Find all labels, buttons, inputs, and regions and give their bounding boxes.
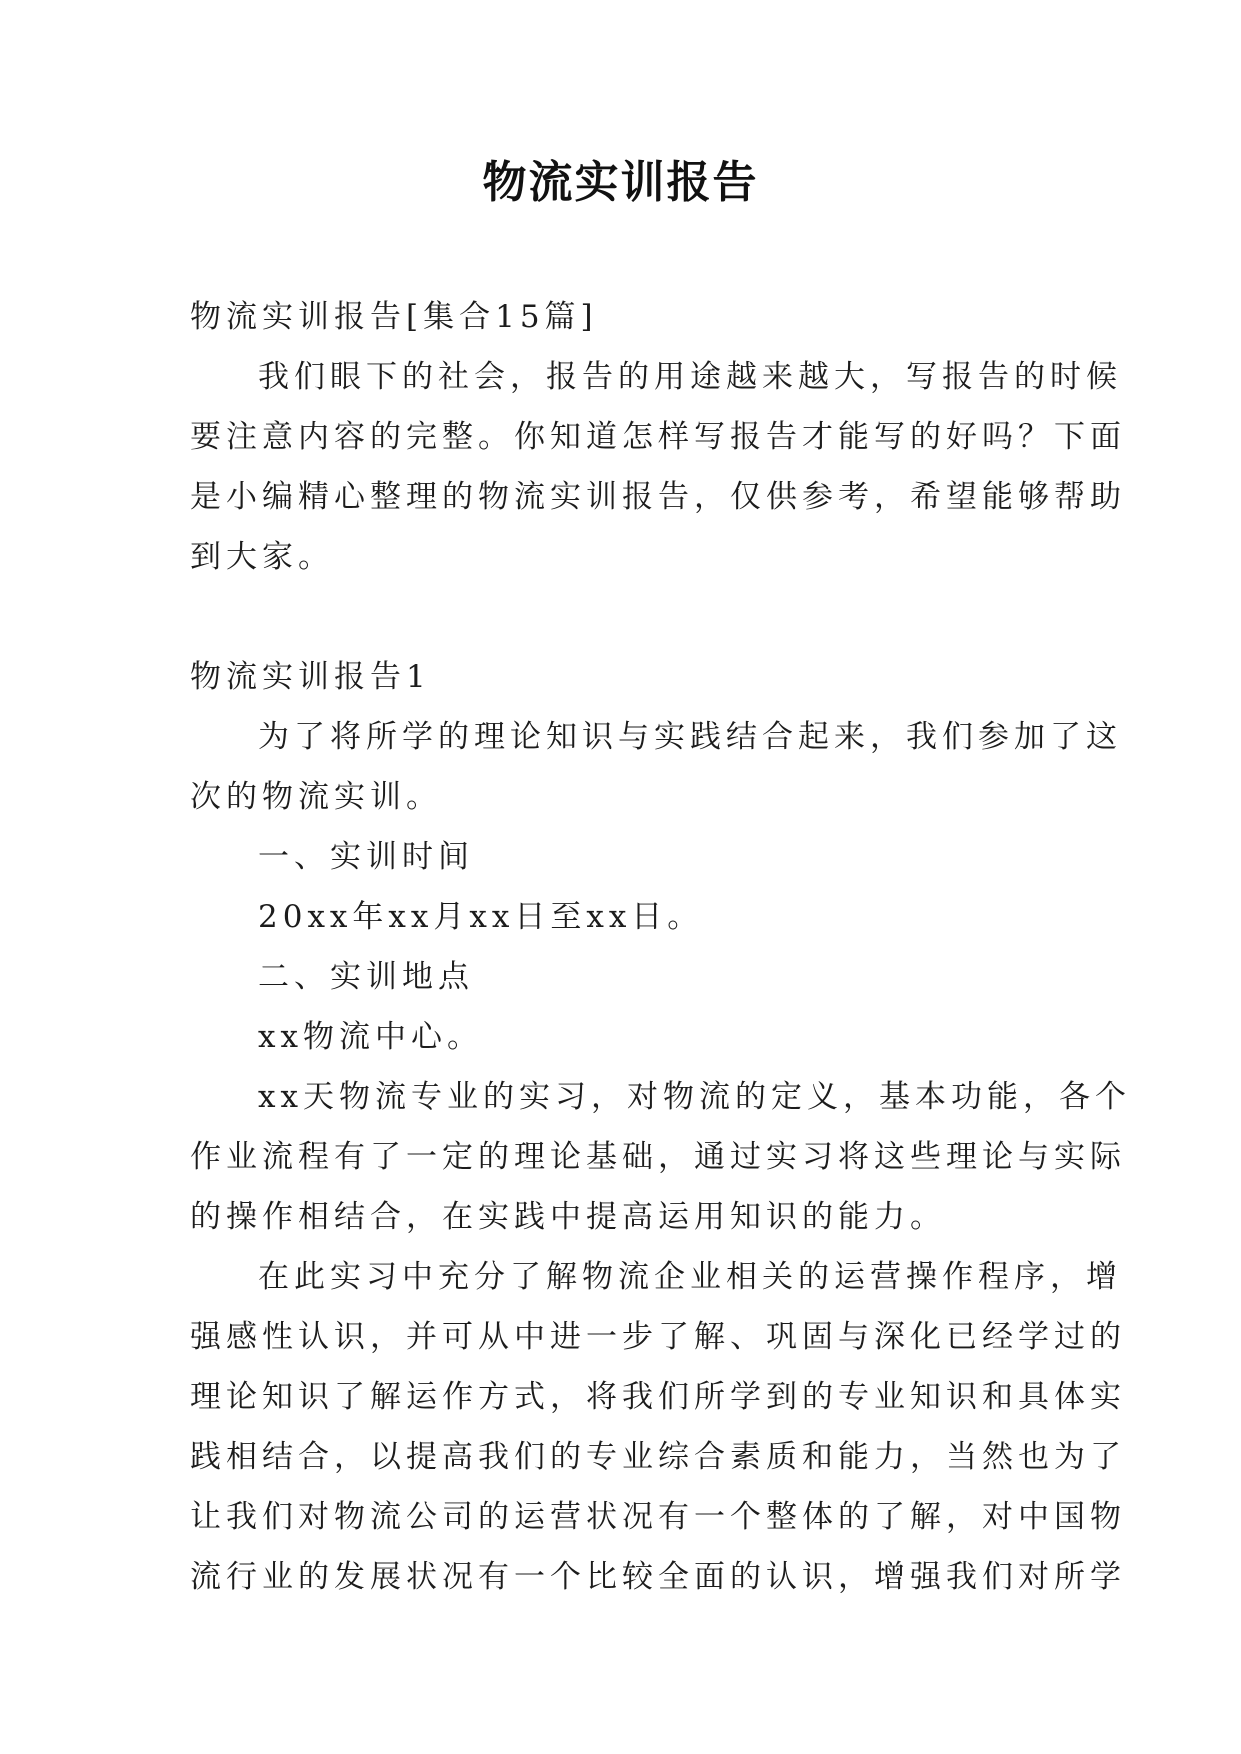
body-line: 的操作相结合，在实践中提高运用知识的能力。 (190, 1199, 946, 1235)
subheading-training-location: 二、实训地点 (258, 959, 474, 995)
body-line: 次的物流实训。 (190, 779, 442, 815)
body-line: xx天物流专业的实习，对物流的定义，基本功能，各个 (258, 1079, 1131, 1115)
body-line: 让我们对物流公司的运营状况有一个整体的了解，对中国物 (190, 1499, 1126, 1535)
body-line: 流行业的发展状况有一个比较全面的认识，增强我们对所学 (190, 1559, 1126, 1595)
intro-line-4: 到大家。 (190, 539, 334, 575)
body-line: 在此实习中充分了解物流企业相关的运营操作程序，增 (258, 1259, 1122, 1295)
collection-heading: 物流实训报告[集合15篇] (190, 299, 598, 335)
body-line: 践相结合，以提高我们的专业综合素质和能力，当然也为了 (190, 1439, 1126, 1475)
intro-line-2: 要注意内容的完整。你知道怎样写报告才能写的好吗？下面 (190, 419, 1126, 455)
section-heading-1: 物流实训报告1 (190, 659, 431, 695)
training-date: 20xx年xx月xx日至xx日。 (258, 899, 704, 935)
subheading-training-time: 一、实训时间 (258, 839, 474, 875)
body-line: 作业流程有了一定的理论基础，通过实习将这些理论与实际 (190, 1139, 1126, 1175)
training-location: xx物流中心。 (258, 1019, 483, 1055)
document-body (190, 287, 1131, 1607)
document-title: 物流实训报告 (482, 157, 759, 208)
intro-line-1: 我们眼下的社会，报告的用途越来越大，写报告的时候 (258, 359, 1122, 395)
body-line: 强感性认识，并可从中进一步了解、巩固与深化已经学过的 (190, 1319, 1126, 1355)
paragraph-gap (190, 587, 1054, 647)
body-line: 为了将所学的理论知识与实践结合起来，我们参加了这 (258, 719, 1122, 755)
body-line: 理论知识了解运作方式，将我们所学到的专业知识和具体实 (190, 1379, 1126, 1415)
intro-line-3: 是小编精心整理的物流实训报告，仅供参考，希望能够帮助 (190, 479, 1126, 515)
